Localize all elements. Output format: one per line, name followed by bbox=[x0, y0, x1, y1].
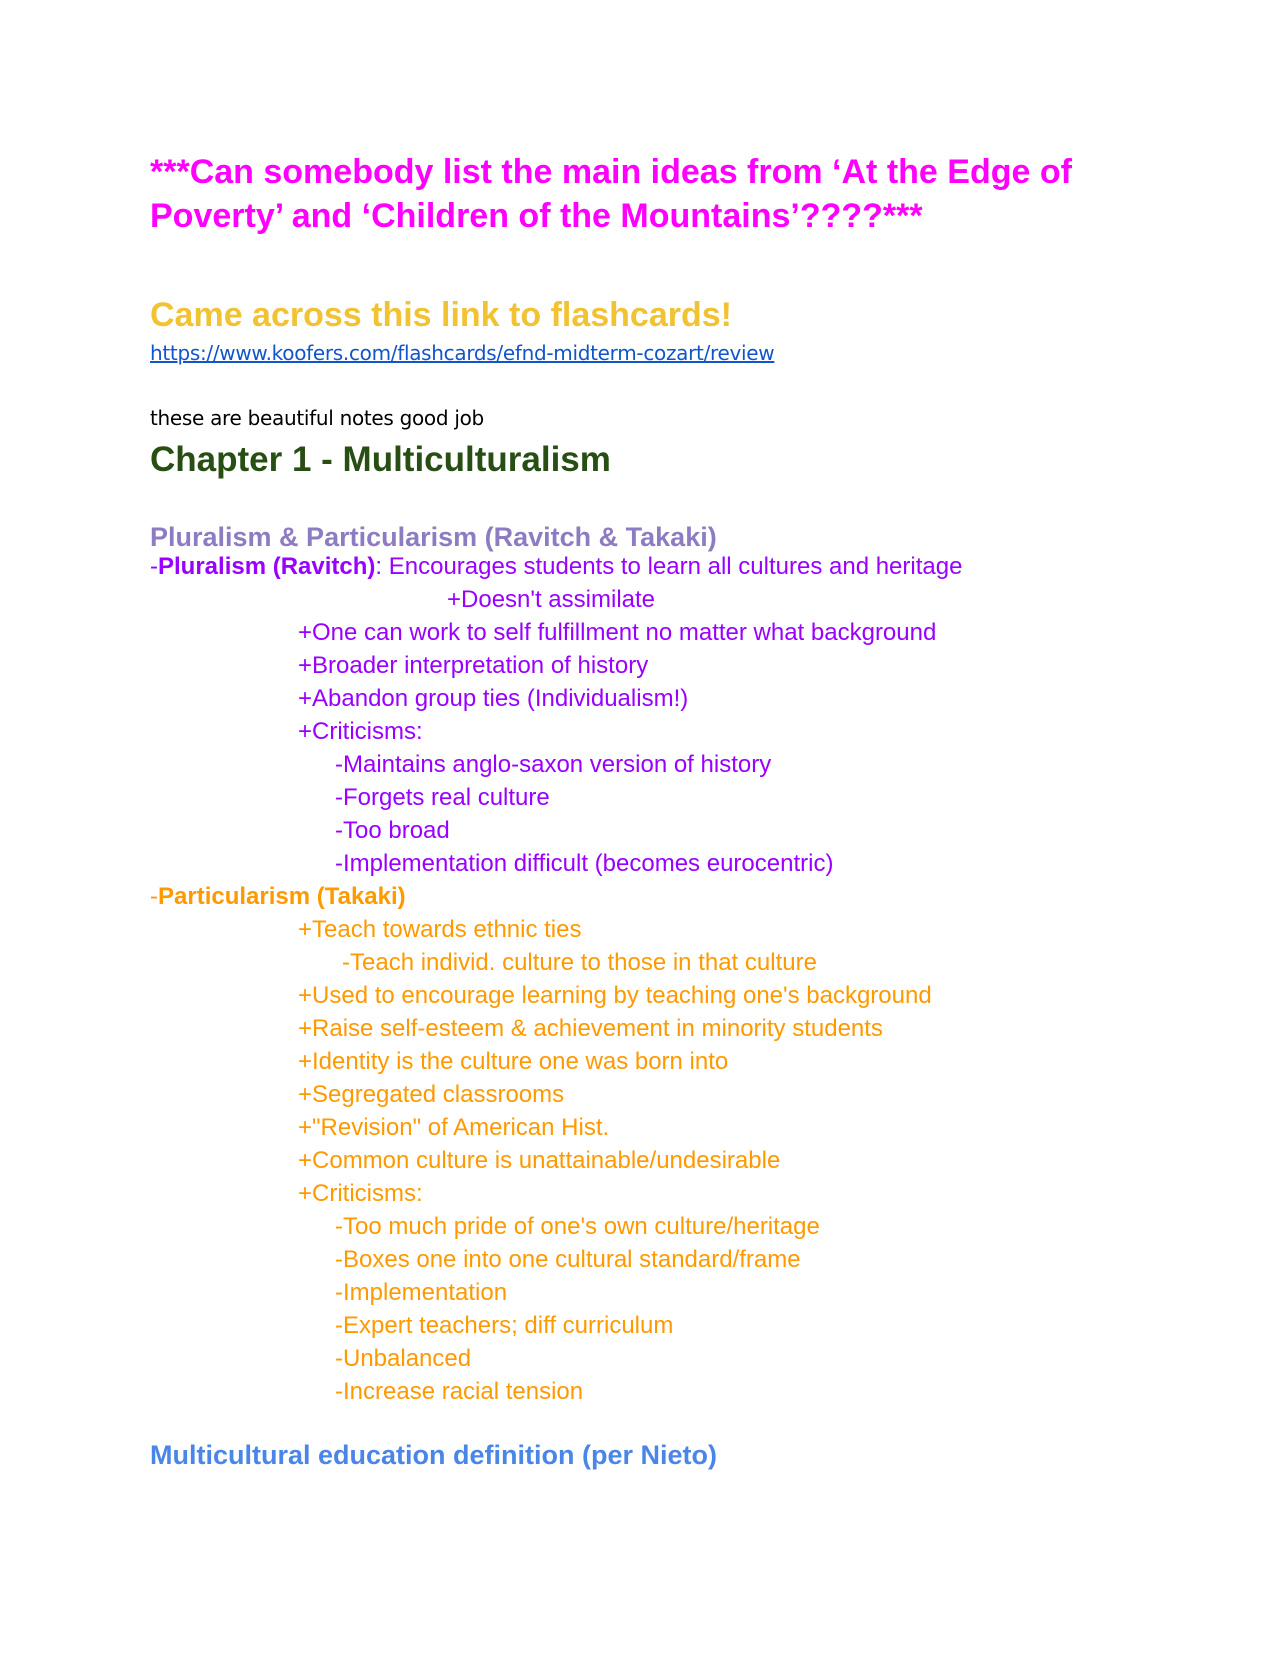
particularism-sub-point: -Teach individ. culture to those in that culture bbox=[342, 949, 817, 976]
pluralism-line bbox=[150, 553, 962, 581]
particularism-criticism: -Implementation bbox=[335, 1279, 508, 1306]
particularism-term: Particularism (Takaki) bbox=[158, 883, 406, 910]
pluralism-point: +One can work to self fulfillment no matter what background bbox=[298, 619, 937, 646]
particularism-point: +Common culture is unattainable/undesirable bbox=[298, 1147, 781, 1174]
particularism-point: +Identity is the culture one was born into bbox=[298, 1048, 729, 1075]
pluralism-point: +Criticisms: bbox=[298, 718, 423, 745]
pluralism-term: Pluralism (Ravitch) bbox=[158, 553, 376, 580]
pluralism-criticism: -Implementation difficult (becomes eurocentric) bbox=[335, 850, 834, 877]
particularism-point: +Raise self-esteem & achievement in minority students bbox=[298, 1015, 883, 1042]
question-banner: ***Can somebody list the main ideas from ‘At the Edge of Poverty’ and ‘Children of the Mountains’????*** bbox=[150, 153, 1072, 235]
pluralism-point: +Doesn't assimilate bbox=[447, 586, 656, 613]
flashcards-heading: Came across this link to flashcards! bbox=[150, 296, 732, 334]
particularism-criticism: -Increase racial tension bbox=[335, 1378, 584, 1405]
particularism-point: +Teach towards ethnic ties bbox=[298, 916, 582, 943]
pluralism-point: +Abandon group ties (Individualism!) bbox=[298, 685, 689, 712]
particularism-point: +"Revision" of American Hist. bbox=[298, 1114, 610, 1141]
pluralism-criticism: -Maintains anglo-saxon version of history bbox=[335, 751, 772, 778]
particularism-point: +Segregated classrooms bbox=[298, 1081, 565, 1108]
pluralism-criticism: -Too broad bbox=[335, 817, 450, 844]
pluralism-criticism: -Forgets real culture bbox=[335, 784, 550, 811]
chapter-title: Chapter 1 - Multiculturalism bbox=[150, 440, 611, 479]
section-title: Pluralism & Particularism (Ravitch & Takaki) bbox=[150, 522, 717, 552]
comment-text: these are beautiful notes good job bbox=[150, 406, 484, 430]
pluralism-definition: : Encourages students to learn all cultures and heritage bbox=[375, 553, 963, 580]
next-section-title: Multicultural education definition (per Nieto) bbox=[150, 1440, 717, 1470]
particularism-criticism: -Expert teachers; diff curriculum bbox=[335, 1312, 674, 1339]
particularism-point: +Criticisms: bbox=[298, 1180, 423, 1207]
particularism-criticism: -Unbalanced bbox=[335, 1345, 472, 1372]
particularism-line bbox=[150, 883, 406, 911]
pluralism-prefix: - bbox=[150, 553, 158, 580]
particularism-criticism: -Too much pride of one's own culture/heritage bbox=[335, 1213, 820, 1240]
particularism-point: +Used to encourage learning by teaching one's background bbox=[298, 982, 932, 1009]
particularism-prefix: - bbox=[150, 883, 158, 910]
flashcards-link[interactable]: https://www.koofers.com/flashcards/efnd-midterm-cozart/review bbox=[150, 341, 775, 365]
pluralism-point: +Broader interpretation of history bbox=[298, 652, 649, 679]
particularism-criticism: -Boxes one into one cultural standard/frame bbox=[335, 1246, 801, 1273]
